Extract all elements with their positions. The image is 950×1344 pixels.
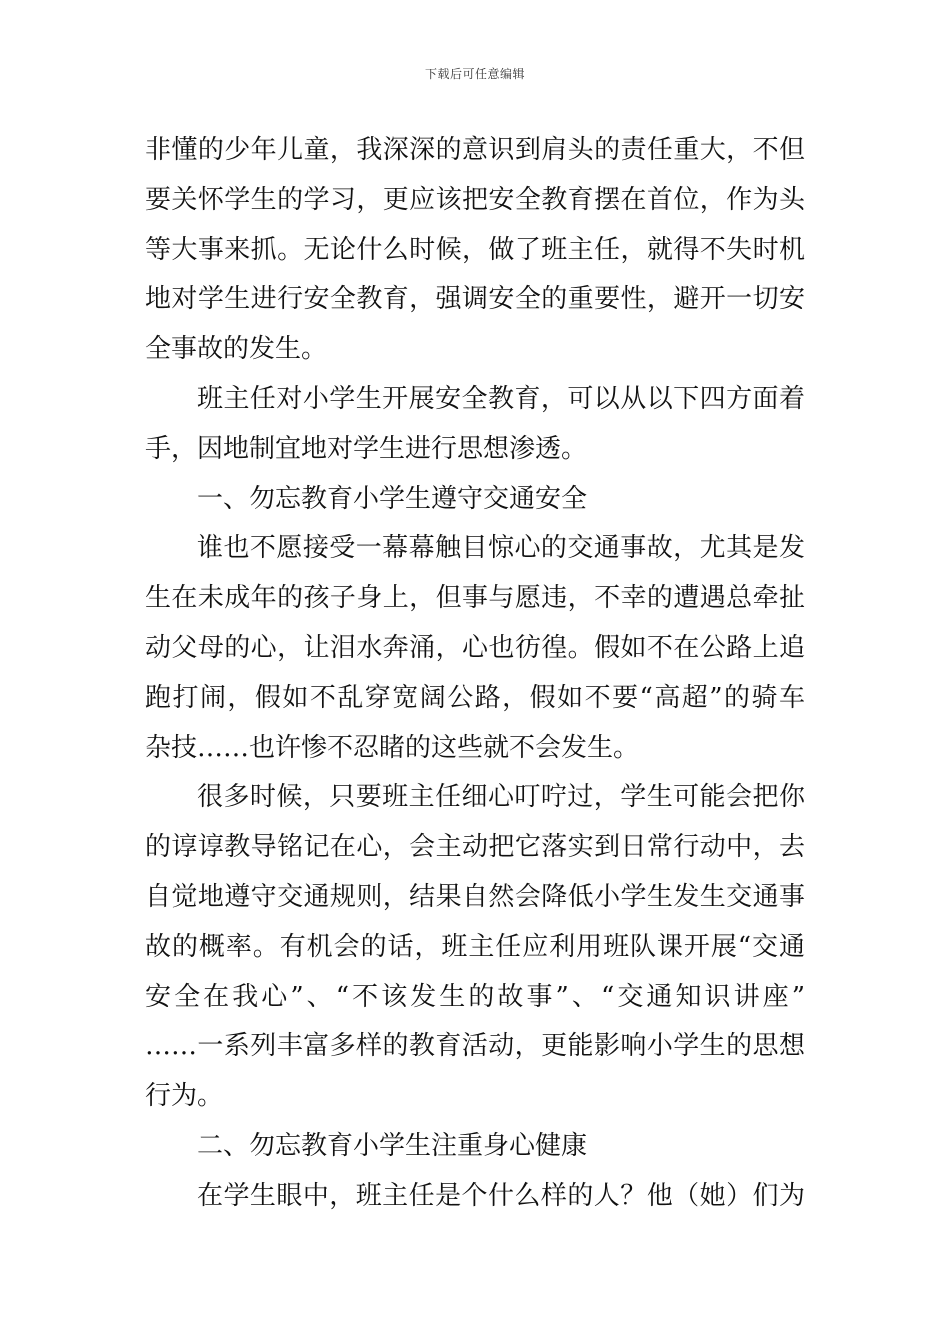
text-line: 在学生眼中，班主任是个什么样的人？他（她）们为 [197,1180,805,1211]
text-line: 等大事来抓。无论什么时候，做了班主任，就得不失时机 [145,234,805,265]
text-line: 全事故的发生。 [145,334,328,365]
section-heading: 二、勿忘教育小学生注重身心健康 [197,1130,588,1161]
text-line: 行为。 [145,1081,224,1112]
text-line: 动父母的心，让泪水奔涌，心也彷徨。假如不在公路上追 [145,632,805,663]
text-line: 杂技……也许惨不忍睹的这些就不会发生。 [145,732,640,763]
text-line: 很多时候，只要班主任细心叮咛过，学生可能会把你 [197,782,805,813]
text-line: 跑打闹，假如不乱穿宽阔公路，假如不要“高超”的骑车 [145,682,805,713]
text-line: 故的概率。有机会的话，班主任应利用班队课开展“交通 [145,931,805,962]
text-line: 生在未成年的孩子身上，但事与愿违，不幸的遭遇总牵扯 [145,583,805,614]
document-body [145,126,805,1222]
text-line: 要关怀学生的学习，更应该把安全教育摆在首位，作为头 [145,184,805,215]
section-heading: 一、勿忘教育小学生遵守交通安全 [197,483,588,514]
page-header: 下载后可任意编辑 [424,67,525,81]
text-line: 地对学生进行安全教育，强调安全的重要性，避开一切安 [145,284,805,315]
text-line: 手，因地制宜地对学生进行思想渗透。 [145,433,588,464]
text-line: 的谆谆教导铭记在心，会主动把它落实到日常行动中，去 [145,832,805,863]
text-line: 非懂的少年儿童，我深深的意识到肩头的责任重大，不但 [145,135,805,165]
text-line: 谁也不愿接受一幕幕触目惊心的交通事故，尤其是发 [197,533,805,564]
text-line: 自觉地遵守交通规则，结果自然会降低小学生发生交通事 [145,881,805,912]
text-line: ……一系列丰富多样的教育活动，更能影响小学生的思想 [145,1031,805,1062]
text-line: 安全在我心”、“不该发生的故事”、“交通知识讲座” [145,981,805,1012]
text-line: 班主任对小学生开展安全教育，可以从以下四方面着 [197,383,805,414]
